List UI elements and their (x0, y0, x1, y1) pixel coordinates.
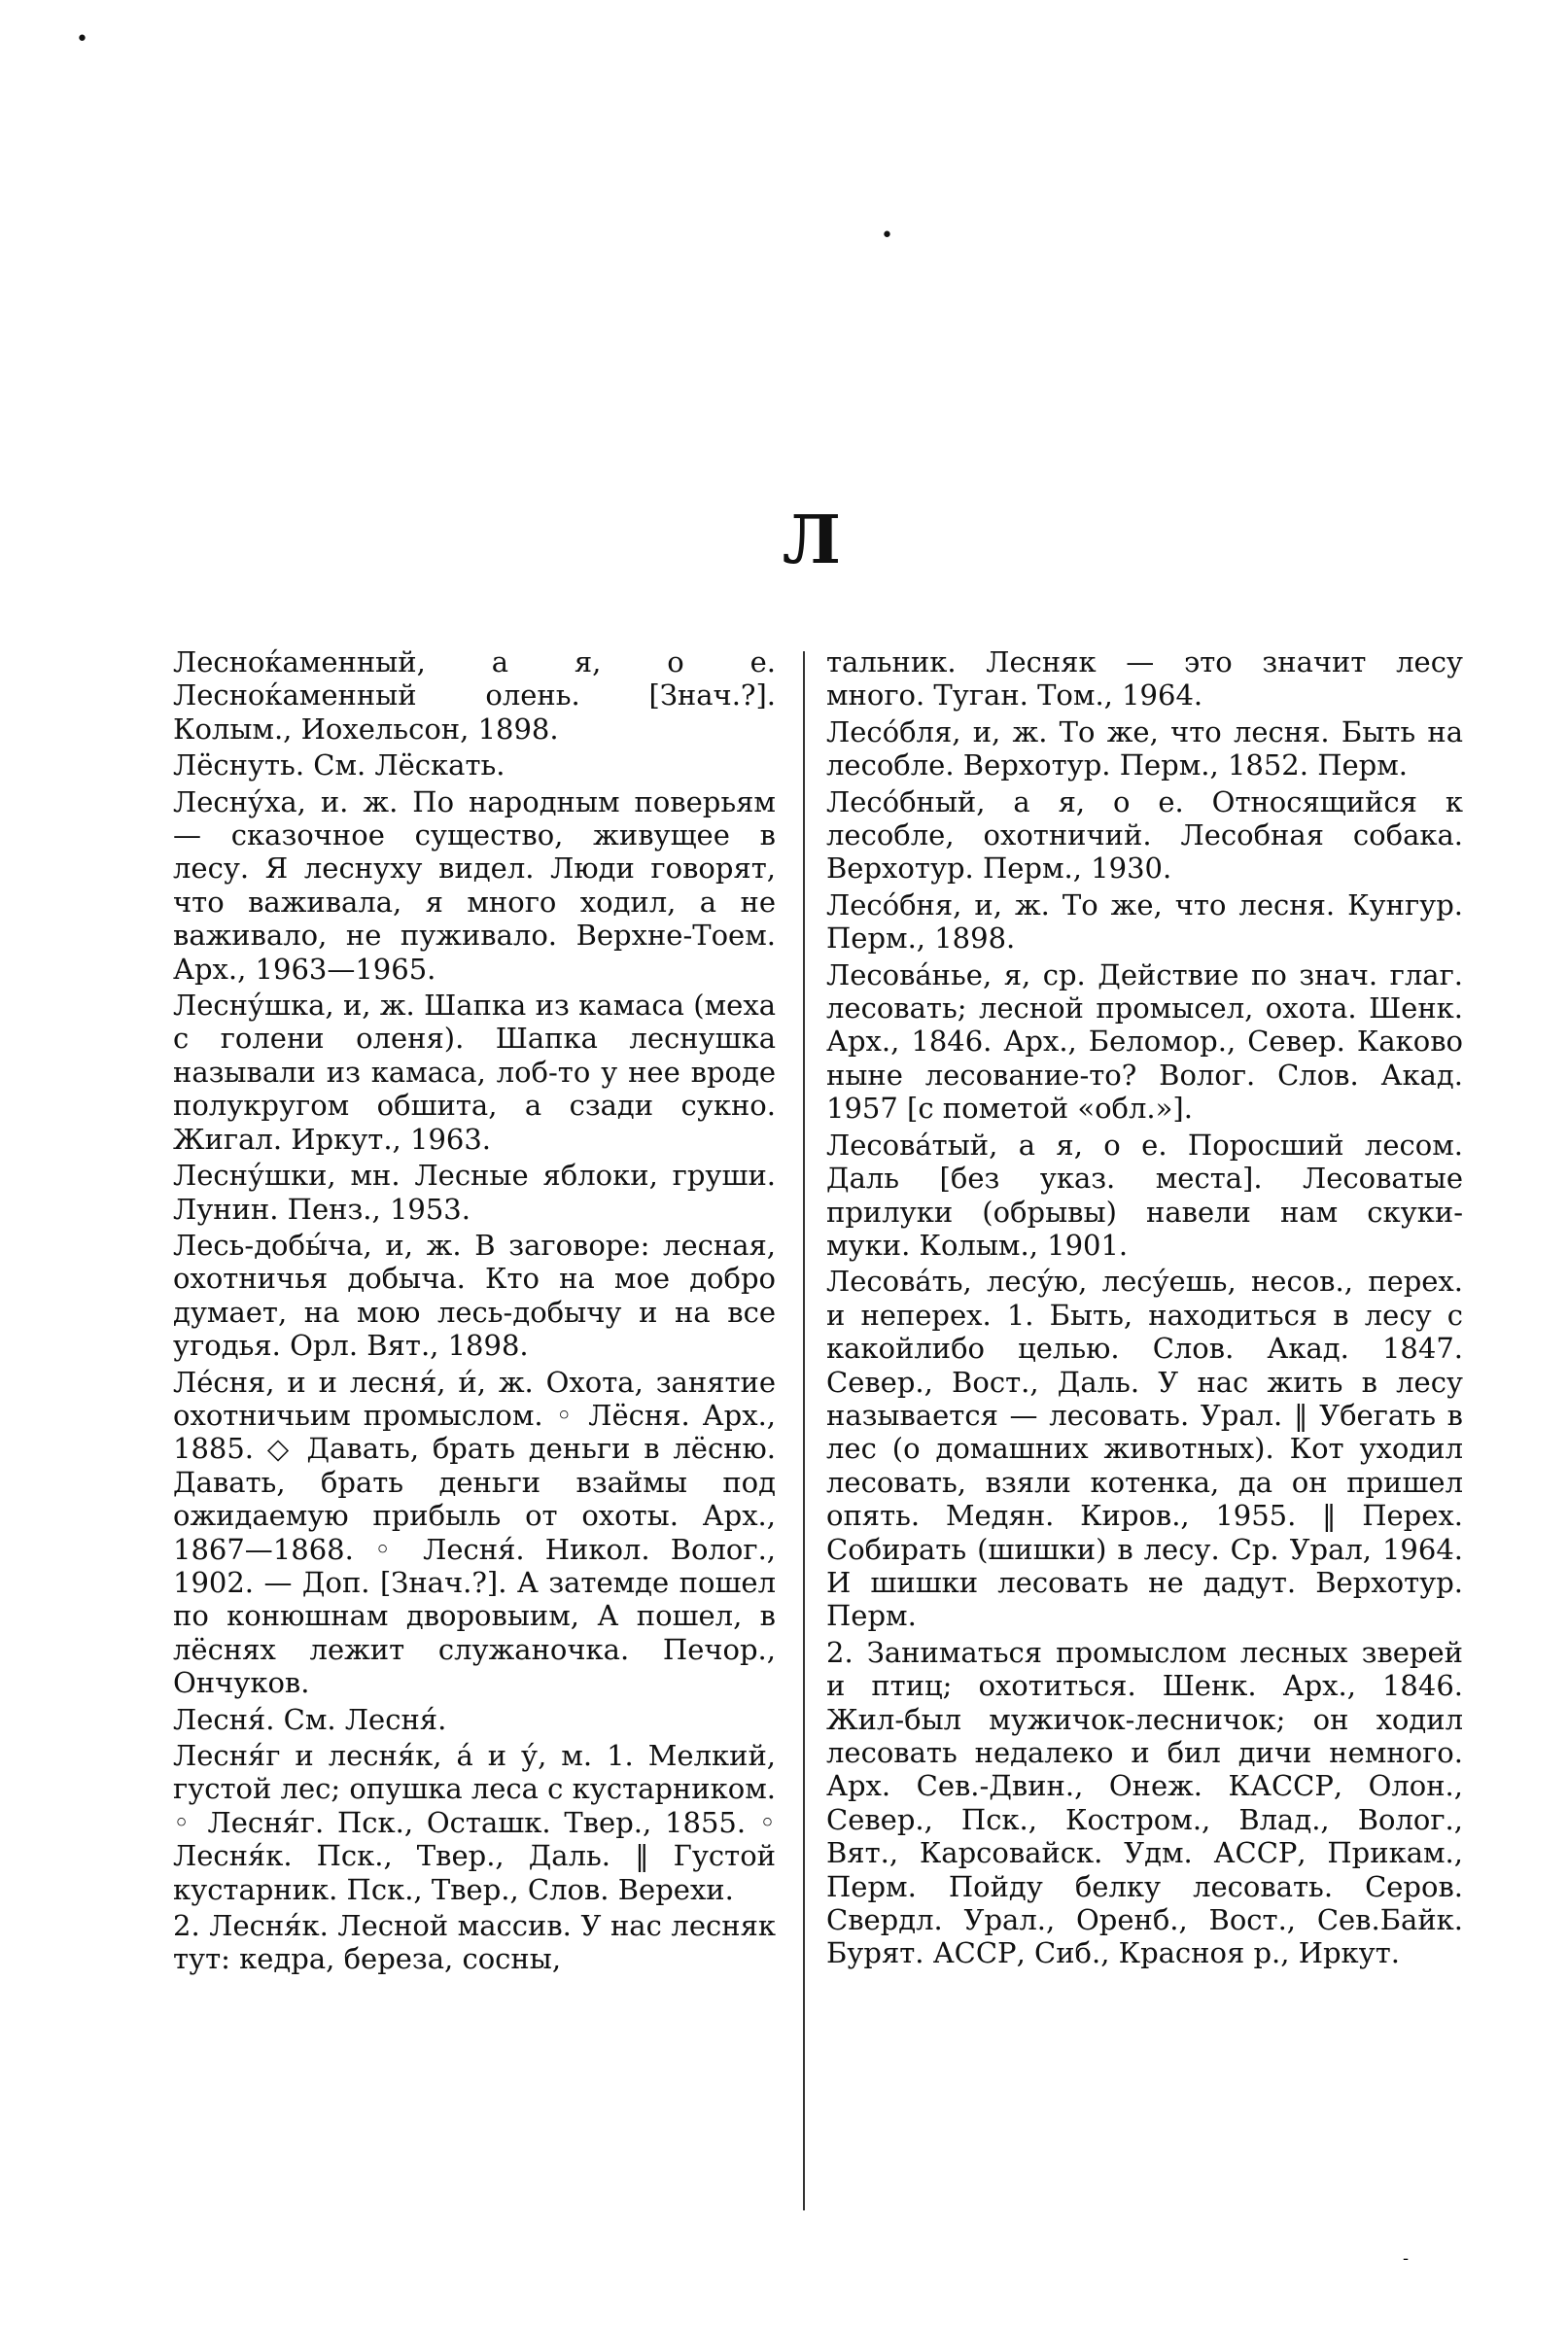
page-mark-center: • (881, 224, 893, 248)
entry-lesovaty: Лесова́тый, а я, о е. Поросший лесом. Даль [без указ. места]. Лесоватые прилуки (обрывы) навели нам скуки-муки. Колым., 1901. (826, 1128, 1463, 1262)
entry-lesnushka: Лесну́шка, и, ж. Шапка из камаса (меха с голени оленя). Шапка леснушка называли из камаса, лоб-то у нее вроде полукругом обшита, а сзади сукно. Жигал. Иркут., 1963. (173, 989, 776, 1156)
entry-lesnya-ref: Лесня́. См. Лесня́. (173, 1702, 447, 1736)
entry-lesobnya: Лесо́бня, и, ж. То же, что лесня. Кунгур. Перм., 1898. (826, 887, 1463, 956)
entry-lesovanie: Лесова́нье, я, ср. Действие по знач. глаг. лесовать; лесной промысел, охота. Шенк. Арх., 1846. Арх., Беломор., Север. Каково ныне лесование-то? Волог. Слов. Акад. 1957 [с пометой «обл.»]. (826, 957, 1463, 1126)
entry-lesnukha: Лесну́ха, и. ж. По народным поверьям — сказочное существо, живущее в лесу. Я леснуху видел. Люди говорят, что важивала, я много ходил, а не важивало, не пуживало. Верхне-Тоем. Арх., 1963—1965. (173, 784, 776, 986)
page-mark-bottom: - (1403, 2248, 1410, 2269)
entry-lesnut: Лёснуть. См. Лёскать. (173, 748, 505, 782)
entry-lesovat-sense-2: 2. Заниматься промыслом лесных зверей и птиц; охотиться. Шенк. Арх., 1846. Жил-был мужичок-лесничок; он ходил лесовать недалеко и бил дичи немного. Арх. Сев.-Двин., Онеж. КАССР, Олон., Север., Пск., Костром., Влад., Волог., Вят., Карсовайск. Удм. АССР, Прикам., Перм. Пойду белку лесовать. Серов. Свердл. Урал., Оренб., Вост., Сев.Байк. Бурят. АССР, Сиб., Красноя р., Иркут. (826, 1635, 1463, 1970)
entry-lesobny: Лесо́бный, а я, о е. Относящийся к лесобле, охотничий. Лесобная собака. Верхотур. Перм., 1930. (826, 784, 1463, 886)
entry-lesnya: Ле́сня, и и лесня́, и́, ж. Охота, занятие охотничьим промыслом. ◦ Лёсня. Арх., 1885. ◇ Давать, брать деньги в лёсню. Давать, брать деньги взаймы под ожидаемую прибыль от охоты. Арх., 1867—1868. ◦ Лесня́. Никол. Волог., 1902. — Доп. [Знач.?]. А затемде пошел по конюшнам дворовыим, А пошел, в лёснях лежит служаночка. Печор., Ончуков. (173, 1365, 776, 1700)
entry-lesnushki: Лесну́шки, мн. Лесные яблоки, груши. Лунин. Пенз., 1953. (173, 1159, 776, 1226)
left-column (173, 645, 776, 1979)
entry-lesnyak-continued: тальник. Лесняк — это значит лесу много. Туган. Том., 1964. (826, 645, 1463, 713)
column-divider (803, 651, 805, 2210)
section-letter-heading: Л (782, 502, 842, 579)
entry-lesnyak-sense-2: 2. Лесня́к. Лесной массив. У нас лесняк тут: кедра, береза, сосны, (173, 1909, 776, 1976)
page-mark-top-left: • (76, 27, 88, 52)
entry-lesnokamenny: Лесноќаменный, а я, о е. Лесноќаменный олень. [Знач.?]. Колым., Иохельсон, 1898. (173, 645, 776, 746)
entry-les-dobycha: Лесь-добы́ча, и, ж. В заговоре: лесная, охотничья добыча. Кто на мое добро думает, на мою лесь-добычу и на все угодья. Орл. Вят., 1898. (173, 1228, 776, 1363)
entry-lesovat: Лесова́ть, лесу́ю, лесу́ешь, несов., перех. и неперех. 1. Быть, находиться в лесу с какойлибо целью. Слов. Акад. 1847. Север., Вост., Даль. У нас жить в лесу называется — лесовать. Урал. ‖ Убегать в лес (о домашних животных). Кот уходил лесовать, взяли котенка, да он пришел опять. Медян. Киров., 1955. ‖ Перех. Собирать (шишки) в лесу. Ср. Урал, 1964. И шишки лесовать не дадут. Верхотур. Перм. (826, 1265, 1463, 1633)
right-column (826, 645, 1463, 1973)
entry-lesnyag: Лесня́г и лесня́к, а́ и у́, м. 1. Мелкий, густой лес; опушка леса с кустарником. ◦ Лесня́г. Пск., Осташк. Твер., 1855. ◦ Лесня́к. Пск., Твер., Даль. ‖ Густой кустарник. Пск., Твер., Слов. Верехи. (173, 1739, 776, 1906)
entry-lesoblya: Лесо́бля, и, ж. То же, что лесня. Быть на лесобле. Верхотур. Перм., 1852. Перм. (826, 714, 1463, 782)
